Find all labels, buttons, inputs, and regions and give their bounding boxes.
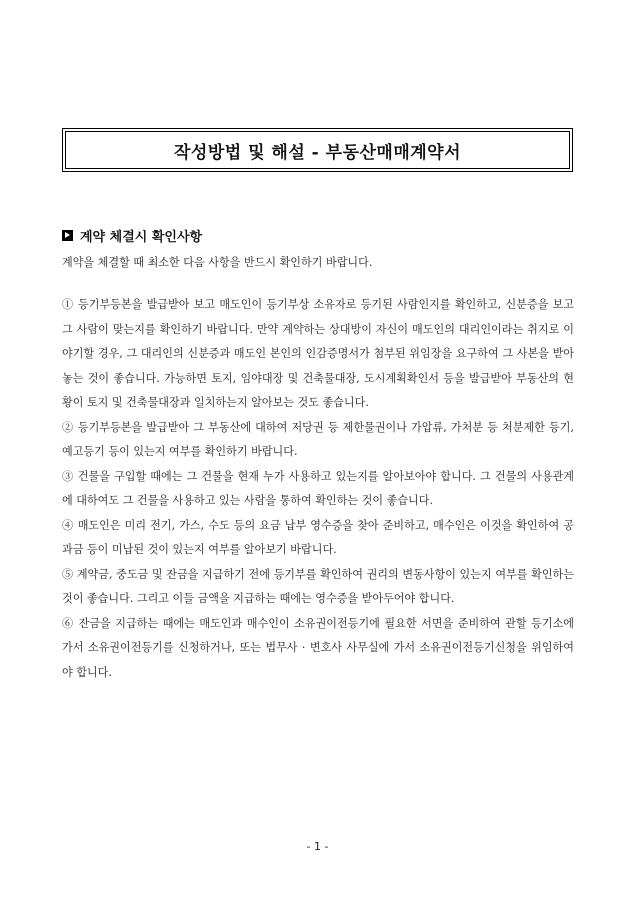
section-heading bbox=[62, 226, 202, 245]
document-title: 작성방법 및 해설 - 부동산매매계약서 bbox=[65, 131, 570, 169]
section-heading-text: 계약 체결시 확인사항 bbox=[80, 230, 203, 245]
checklist-items bbox=[62, 293, 574, 685]
checklist-item-2: ② 등기부등본을 발급받아 그 부동산에 대하여 저당권 등 제한물권이나 가압류, 가처분 등 처분제한 등기, 예고등기 등이 있는지 여부를 확인하기 바랍니다. bbox=[62, 420, 574, 458]
page-number: - 1 - bbox=[306, 840, 329, 853]
checklist-item-3: ③ 건물을 구입할 때에는 그 건물을 현재 누가 사용하고 있는지를 알아보아야 합니다. 그 건물의 사용관계에 대하여도 그 건물을 사용하고 있는 사람을 통하여 확인하는 것이 좋습니다. bbox=[62, 469, 574, 507]
intro-paragraph: 계약을 체결할 때 최소한 다음 사항을 반드시 확인하기 바랍니다. bbox=[62, 256, 373, 269]
title-box bbox=[62, 128, 573, 172]
square-arrow-bullet-icon bbox=[62, 230, 73, 241]
checklist-item-1: ① 등기부등본을 발급받아 보고 매도인이 등기부상 소유자로 등기된 사람인지를 확인하고, 신분증을 보고 그 사람이 맞는지를 확인하기 바랍니다. 만약 계약하는 상대방이 자신이 매도인의 대리인이라는 취지로 이야기할 경우, 그 대리인의 신분증과 매도인 본인의 인감증명서가 첨부된 위임장을 요구하여 그 사본을 받아 놓는 것이 좋습니다. 가능하면 토지, 임야대장 및 건축물대장, 도시계획확인서 등을 발급받아 부동산의 현황이 토지 및 건축물대장과 일치하는지 알아보는 것도 좋습니다. bbox=[62, 298, 574, 409]
checklist-item-5: ⑤ 계약금, 중도금 및 잔금을 지급하기 전에 등기부를 확인하여 권리의 변동사항이 있는지 여부를 확인하는 것이 좋습니다. 그리고 이들 금액을 지급하는 때에는 영수증을 받아두어야 합니다. bbox=[62, 567, 574, 605]
checklist-item-4: ④ 매도인은 미리 전기, 가스, 수도 등의 요금 납부 영수증을 찾아 준비하고, 매수인은 이것을 확인하여 공과금 등이 미납된 것이 있는지 여부를 알아보기 바랍니다. bbox=[62, 518, 574, 556]
checklist-item-6: ⑥ 잔금을 지급하는 때에는 매도인과 매수인이 소유권이전등기에 필요한 서면을 준비하여 관할 등기소에 가서 소유권이전등기를 신청하거나, 또는 법무사 · 변호사 사무실에 가서 소유권이전등기신청을 위임하여야 합니다. bbox=[62, 616, 574, 679]
